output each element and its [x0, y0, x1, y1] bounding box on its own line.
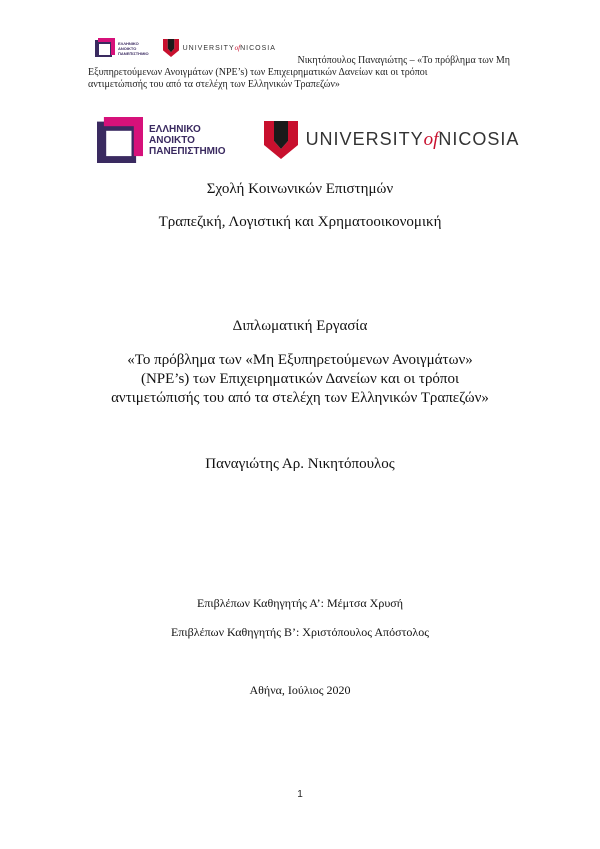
title-logos	[97, 117, 519, 163]
unic-word-nicosia: NICOSIA	[438, 129, 520, 149]
unic-word-university: UNIVERSITY	[182, 45, 235, 52]
hou-word-1: ΕΛΛΗΝΙΚΟ	[118, 40, 139, 46]
unic-word-university: UNIVERSITY	[305, 129, 424, 149]
unic-word-of: of	[234, 44, 241, 52]
hou-word-3: ΠΑΝΕΠΙΣΤΗΜΙΟ	[149, 145, 226, 157]
date: Αθήνα, Ιούλιος 2020	[249, 683, 351, 697]
supervisor-b: Επιβλέπων Καθηγητής Β’: Χριστόπουλος Απόστολος	[171, 625, 429, 639]
title-line-3: αντιμετώπισής του από τα στελέχη των Ελληνικών Τραπεζών»	[111, 390, 489, 406]
hou-logo	[97, 117, 226, 163]
unic-shield-icon	[264, 121, 298, 159]
hou-emblem-icon	[97, 117, 143, 163]
hou-word-2: ΑΝΟΙΚΤΟ	[149, 134, 195, 146]
hou-word-3: ΠΑΝΕΠΙΣΤΗΜΙΟ	[118, 50, 149, 56]
unic-logo	[264, 121, 520, 159]
header-line-1: Νικητόπουλος Παναγιώτης – «Το πρόβλημα των Μη	[297, 55, 510, 66]
hou-word-1: ΕΛΛΗΝΙΚΟ	[149, 123, 201, 135]
supervisor-a: Επιβλέπων Καθηγητής Α’: Μέμτσα Χρυσή	[197, 596, 403, 610]
running-header	[88, 55, 510, 91]
header-line-2: Εξυπηρετούμενων Ανοιγμάτων (NPE’s) των Επιχειρηματικών Δανείων και οι τρόποι	[88, 67, 428, 78]
hou-word-2: ΑΝΟΙΚΤΟ	[118, 45, 137, 51]
thesis-title	[40, 351, 560, 408]
page-number: 1	[297, 789, 303, 800]
unic-word-of: of	[423, 129, 439, 150]
thesis-type: Διπλωματική Εργασία	[232, 318, 368, 334]
school-name: Σχολή Κοινωνικών Επιστημών	[206, 181, 394, 197]
author-name: Παναγιώτης Αρ. Νικητόπουλος	[205, 456, 395, 472]
title-line-2: (NPE’s) των Επιχειρηματικών Δανείων και οι τρόποι	[140, 371, 460, 387]
program-name: Τραπεζική, Λογιστική και Χρηματοοικονομική	[158, 214, 442, 230]
unic-word-nicosia: NICOSIA	[240, 45, 276, 52]
title-line-1: «Το πρόβλημα των «Μη Εξυπηρετούμενων Ανοιγμάτων»	[127, 352, 473, 368]
header-line-3: αντιμετώπισής του από τα στελέχη των Ελληνικών Τραπεζών»	[88, 79, 340, 90]
